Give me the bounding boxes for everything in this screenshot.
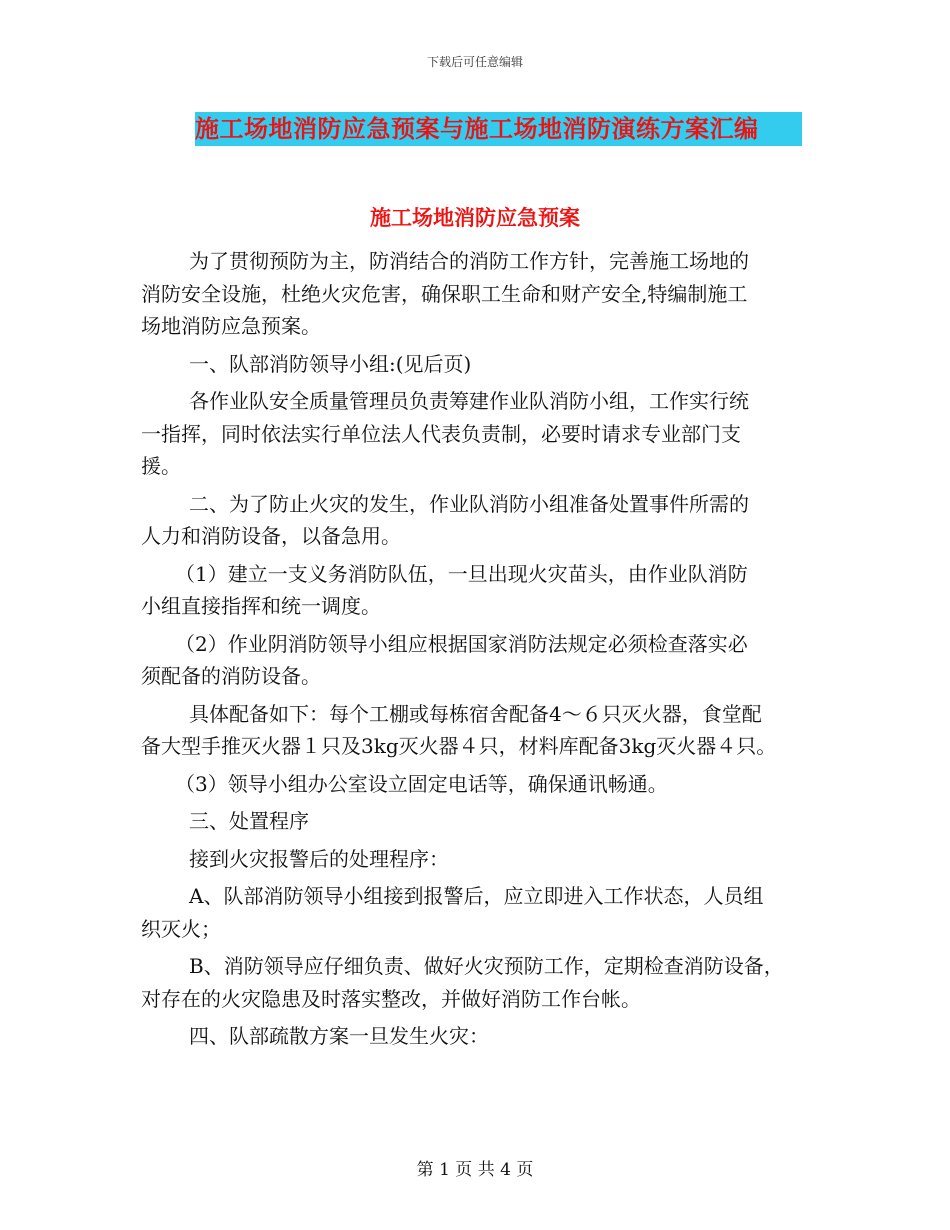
paragraph-line: 为了贯彻预防为主，防消结合的消防工作方针，完善施工场地的 — [189, 249, 749, 273]
page-footer: 第 1 页 共 4 页 — [416, 1160, 534, 1180]
paragraph-line: B、消防领导应仔细负责、做好火灾预防工作，定期检查消防设备， — [189, 954, 784, 978]
section-title: 施工场地消防应急预案 — [370, 206, 580, 230]
paragraph-line: 人力和消防设备，以备急用。 — [141, 524, 401, 548]
paragraph-line: A、队部消防领导小组接到报警后，应立即进入工作状态，人员组 — [189, 884, 764, 908]
paragraph-line: 接到火灾报警后的处理程序： — [189, 846, 449, 871]
paragraph-line: 场地消防应急预案。 — [141, 314, 321, 338]
document-body — [141, 245, 821, 1053]
paragraph-line: （3）领导小组办公室设立固定电话等，确保通讯畅通。 — [175, 771, 668, 796]
paragraph-line: 援。 — [141, 454, 181, 478]
paragraph-line: 对存在的火灾隐患及时落实整改，并做好消防工作台帐。 — [141, 986, 641, 1011]
paragraph-line: （1）建立一支义务消防队伍，一旦出现火灾苗头，由作业队消防 — [175, 561, 748, 586]
paragraph-line: 织灭火； — [141, 916, 221, 941]
paragraph-line: 一、队部消防领导小组:(见后页) — [189, 351, 472, 376]
paragraph-line: 三、处置程序 — [189, 809, 309, 833]
paragraph-line: （2）作业阴消防领导小组应根据国家消防法规定必须检查落实必 — [175, 631, 748, 656]
paragraph-line: 各作业队安全质量管理员负责筹建作业队消防小组，工作实行统 — [189, 389, 749, 413]
paragraph-line: 小组直接指挥和统一调度。 — [141, 594, 381, 618]
paragraph-line: 一指挥，同时依法实行单位法人代表负责制，必要时请求专业部门支 — [141, 421, 741, 446]
paragraph-line: 二、为了防止火灾的发生，作业队消防小组准备处置事件所需的 — [189, 491, 749, 516]
paragraph-line: 备大型手推灭火器１只及3kg灭火器４只，材料库配备3kg灭火器４只。 — [141, 734, 777, 758]
header-note: 下载后可任意编辑 — [426, 55, 523, 69]
main-title: 施工场地消防应急预案与施工场地消防演练方案汇编 — [195, 112, 802, 146]
paragraph-line: 消防安全设施，杜绝火灾危害，确保职工生命和财产安全,特编制施工 — [141, 281, 748, 306]
paragraph-line: 须配备的消防设备。 — [141, 664, 321, 688]
paragraph-line: 四、队部疏散方案一旦发生火灾： — [189, 1024, 489, 1048]
paragraph-line: 具体配备如下：每个工棚或每栋宿舍配备4～６只灭火器，食堂配 — [189, 701, 762, 726]
